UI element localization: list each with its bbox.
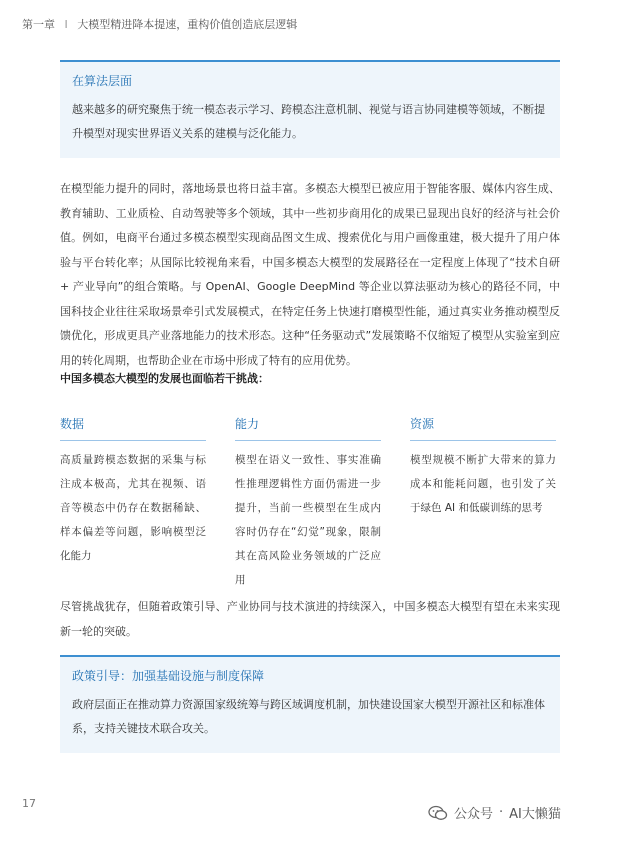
challenge-body: 模型在语义一致性、事实准确性推理逻辑性方面仍需进一步提升，当前一些模型在生成内容时仍存在“幻觉”现象，限制其在高风险业务领域的广泛应用	[235, 454, 381, 586]
watermark-account-name: AI大懒猫	[509, 807, 561, 822]
watermark-dot: ·	[499, 805, 504, 820]
challenges-heading: 中国多模态大模型的发展也面临若干挑战：	[60, 372, 269, 385]
watermark-account-label: 公众号	[454, 807, 494, 822]
challenge-body: 高质量跨模态数据的采集与标注成本极高，尤其在视频、语音等模态中仍存在数据稀缺、样本偏差等问题，影响模型泛化能力	[60, 454, 206, 562]
challenge-title: 资源	[410, 415, 556, 441]
body-paragraph-1: 在模型能力提升的同时，落地场景也将日益丰富。多模态大模型已被应用于智能客服、媒体内容生成、教育辅助、工业质检、自动驾驶等多个领域，其中一些初步商用化的成果已显现出良好的经济与社会价值。例如，电商平台通过多模态模型实现商品图文生成、搜索优化与用户画像重建，极大提升了用户体验与平台转化率；从国际比较视角来看，中国多模态大模型的发展路径在一定程度上体现了“技术自研 + 产业导向”的组合策略。与 OpenAI、Google DeepMind 等企业以算法驱动为核心的路径不同，中国科技企业往往采取场景牵引式发展模式，在特定任务上快速打磨模型性能，通过真实业务推动模型反馈优化，形成更具产业落地能力的技术形态。这种“任务驱动式”发展策略不仅缩短了模型从实验室到应用的转化周期，也帮助企业在市场中形成了特有的应用优势。	[60, 182, 560, 367]
page-number: 17	[22, 797, 36, 810]
challenge-card-capability	[235, 415, 381, 592]
callout-title: 政策引导：加强基础设施与制度保障	[72, 669, 265, 683]
header-separator: I	[64, 18, 68, 31]
challenge-card-data	[60, 415, 206, 568]
running-header	[22, 16, 297, 32]
callout-body: 政府层面正在推动算力资源国家级统筹与跨区域调度机制，加快建设国家大模型开源社区和标准体系，支持关键技术联合攻关。	[72, 698, 545, 735]
callout-title: 在算法层面	[72, 74, 133, 88]
wechat-icon	[428, 805, 448, 821]
wechat-watermark	[428, 803, 561, 822]
challenge-title: 数据	[60, 415, 206, 441]
callout-body: 越来越多的研究聚焦于统一模态表示学习、跨模态注意机制、视觉与语言协同建模等领域，不断提升模型对现实世界语义关系的建模与泛化能力。	[72, 103, 545, 140]
body-paragraph-2: 尽管挑战犹存，但随着政策引导、产业协同与技术演进的持续深入，中国多模态大模型有望在未来实现新一轮的突破。	[60, 600, 560, 638]
chapter-label: 第一章	[22, 18, 55, 31]
challenge-card-resources	[410, 415, 556, 520]
policy-callout	[60, 655, 560, 753]
algorithm-callout	[60, 60, 560, 158]
challenge-title: 能力	[235, 415, 381, 441]
chapter-title: 大模型精进降本提速，重构价值创造底层逻辑	[77, 18, 298, 31]
challenge-body: 模型规模不断扩大带来的算力成本和能耗问题，也引发了关于绿色 AI 和低碳训练的思考	[410, 454, 556, 514]
